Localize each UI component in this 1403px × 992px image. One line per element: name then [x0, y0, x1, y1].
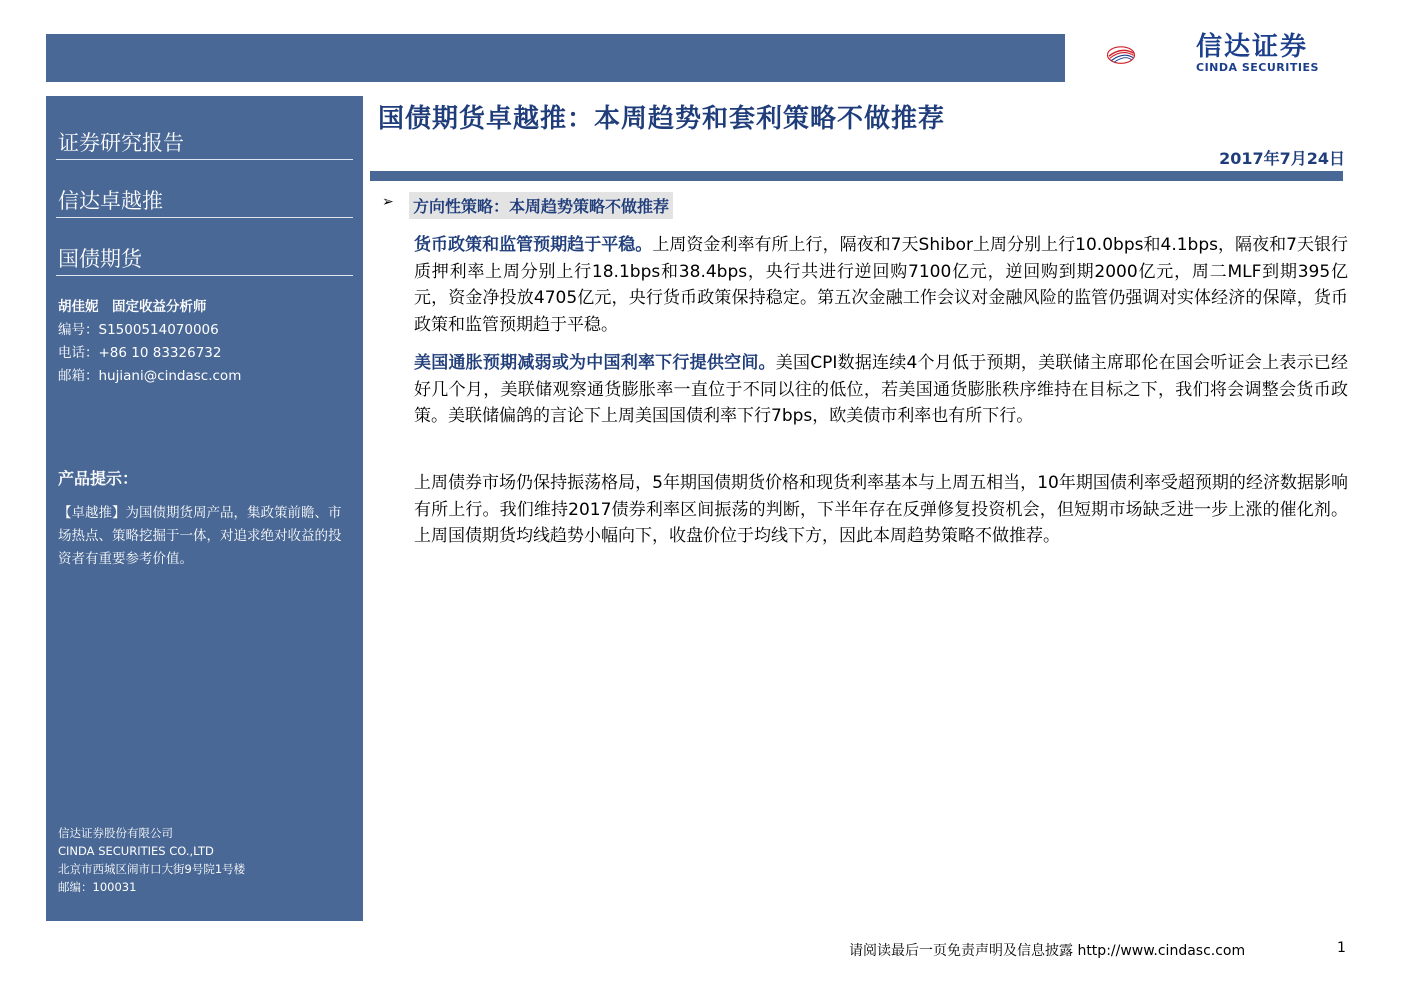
notice-title: 产品提示： [58, 469, 139, 488]
company-address: 北京市西城区闹市口大街9号院1号楼 [58, 862, 246, 876]
report-title: 国债期货卓越推：本周趋势和套利策略不做推荐 [378, 104, 946, 134]
footer-disclaimer: 请阅读最后一页免责声明及信息披露 http://www.cindasc.com [849, 943, 1246, 959]
analyst-info [58, 296, 241, 388]
arrow-bullet-icon: ➢ [382, 194, 394, 210]
header-bar [46, 34, 1065, 82]
company-name-en: CINDA SECURITIES CO.,LTD [58, 844, 214, 858]
report-date: 2017年7月24日 [1219, 149, 1345, 168]
category-name: 国债期货 [58, 247, 142, 271]
brand-name-cn: 信达证券 [1196, 32, 1309, 62]
title-rule [370, 171, 1343, 181]
paragraph-2 [414, 350, 1348, 430]
cinda-logo-icon [1106, 28, 1196, 82]
notice-text: 【卓越推】为国债期货周产品，集政策前瞻、市场热点、策略挖掘于一体，对追求绝对收益的投资者有重要参考价值。 [58, 505, 342, 567]
analyst-phone: 电话：+86 10 83326732 [58, 345, 222, 361]
divider [56, 275, 353, 276]
paragraph-1-lead: 货币政策和监管预期趋于平稳。 [414, 235, 653, 255]
divider [56, 159, 353, 160]
divider [56, 217, 353, 218]
company-info [58, 824, 245, 896]
paragraph-2-body: 美国CPI数据连续4个月低于预期，美联储主席耶伦在国会听证会上表示已经好几个月，美联储观察通货膨胀率一直位于不同以往的低位，若美国通货膨胀秩序维持在目标之下，我们将会调整会货币政策。美联储偏鸽的言论下上周美国国债利率下行7bps，欧美债市利率也有所下行。 [414, 353, 1349, 426]
sidebar [46, 96, 363, 921]
paragraph-1 [414, 232, 1348, 338]
paragraph-3: 上周债券市场仍保持振荡格局，5年期国债期货价格和现货利率基本与上周五相当，10年期国债利率受超预期的经济数据影响有所上行。我们维持2017债券利率区间振荡的判断，下半年存在反弹修复投资机会，但短期市场缺乏进一步上涨的催化剂。上周国债期货均线趋势小幅向下，收盘价位于均线下方，因此本周趋势策略不做推荐。 [414, 473, 1348, 546]
brand-name-en: CINDA SECURITIES [1196, 61, 1319, 74]
company-zip: 邮编：100031 [58, 880, 137, 894]
page-number: 1 [1337, 940, 1346, 956]
section-title: 方向性策略：本周趋势策略不做推荐 [409, 192, 673, 219]
paragraph-2-lead: 美国通胀预期减弱或为中国利率下行提供空间。 [414, 353, 776, 373]
analyst-id: 编号：S1500514070006 [58, 322, 219, 338]
brand-logo [1196, 32, 1319, 74]
series-name: 信达卓越推 [58, 189, 163, 213]
analyst-name: 胡佳妮 固定收益分析师 [58, 299, 207, 315]
analyst-email[interactable]: 邮箱：hujiani@cindasc.com [58, 368, 242, 384]
paragraph-1-body: 上周资金利率有所上行，隔夜和7天Shibor上周分别上行10.0bps和4.1bps，隔夜和7天银行质押利率上周分别上行18.1bps和38.4bps，央行共进行逆回购7100亿元，逆回购到期2000亿元，周二MLF到期395亿元，资金净投放4705亿元，央行货币政策保持稳定。第五次金融工作会议对金融风险的监管仍强调对实体经济的保障，货币政策和监管预期趋于平稳。 [414, 235, 1348, 335]
company-name-cn: 信达证券股份有限公司 [58, 826, 173, 840]
report-type: 证券研究报告 [58, 131, 184, 155]
